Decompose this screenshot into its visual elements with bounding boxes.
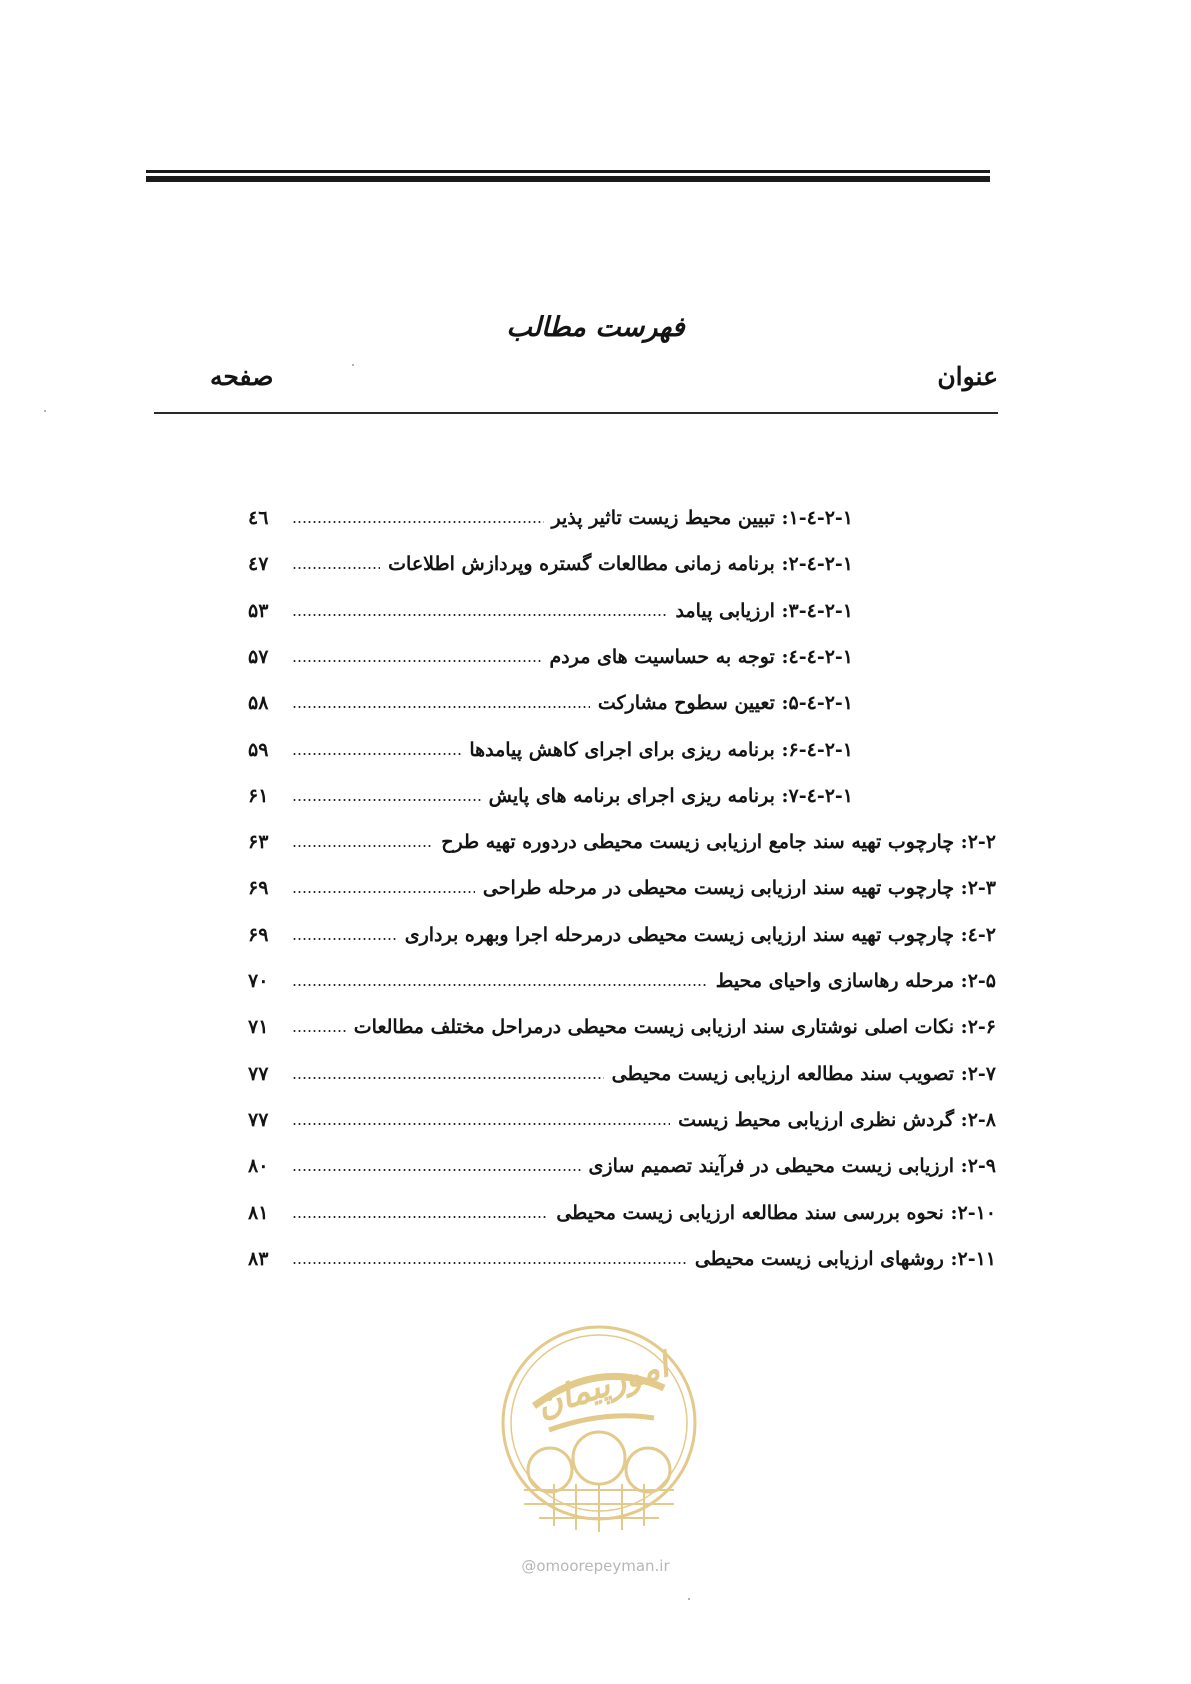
scan-speck: [688, 1598, 690, 1600]
toc-entry-title: ۲-۱-٤-٤: توجه به حساسیت های مردم: [549, 645, 853, 668]
toc-entry-title: ۲-۳: چارچوب تهیه سند ارزیابی زیست محیطی در مرحله طراحی: [482, 877, 996, 900]
toc-entry: [248, 500, 853, 536]
toc-dot-leader: [292, 1077, 604, 1079]
toc-dot-leader: [292, 753, 461, 755]
toc-entry-title: ۲-۷: تصویب سند مطالعه ارزیابی زیست محیطی: [611, 1062, 996, 1085]
column-heading-page: صفحه: [210, 362, 274, 391]
toc-entry-title: ۲-۱۰: نحوه بررسی سند مطالعه ارزیابی زیست محیطی: [556, 1201, 996, 1224]
toc-entry-page: ۷۷: [248, 1062, 269, 1085]
toc-entry-page: ۵۷: [248, 645, 269, 668]
toc-entry-page: ۷۷: [248, 1108, 269, 1131]
toc-entry: [248, 546, 853, 582]
toc-entry-title: ۲-۵: مرحله رهاسازی واحیای محیط: [715, 970, 996, 992]
header-rule-thick: [146, 176, 990, 182]
toc-entry-page: ۸۰: [248, 1155, 269, 1178]
toc-entry-page: ٤٧: [248, 553, 269, 576]
toc-entry-title: ۲-۱-٤-۵: تعیین سطوح مشارکت: [597, 692, 853, 715]
toc-entry: [248, 1009, 996, 1045]
watermark-logo-text: امورپیمان: [531, 1345, 674, 1426]
toc-entry: [248, 639, 853, 675]
toc-entry: [248, 1241, 996, 1277]
watermark-logo-icon: [494, 1318, 704, 1538]
toc-entry-page: ۶۳: [248, 831, 269, 854]
toc-entry: [248, 1195, 996, 1231]
toc-dot-leader: [292, 660, 542, 662]
toc-entry-page: ۵۸: [248, 692, 269, 715]
toc-entry-title: ۲-٤: چارچوب تهیه سند ارزیابی زیست محیطی درمرحله اجرا وبهره برداری: [404, 923, 996, 946]
toc-entry: [248, 1148, 996, 1184]
page-title: فهرست مطالب: [506, 312, 685, 343]
toc-entry-title: ۲-۱-٤-۲: برنامه زمانی مطالعات گستره وپردازش اطلاعات: [388, 553, 853, 576]
toc-entry-title: ۲-۹: ارزیابی زیست محیطی در فرآیند تصمیم سازی: [588, 1155, 996, 1178]
scan-speck: [44, 410, 46, 412]
toc-entry-title: ۲-۱۱: روشهای ارزیابی زیست محیطی: [694, 1247, 996, 1270]
toc-entry-page: ۵۳: [248, 599, 269, 622]
toc-dot-leader: [292, 1123, 670, 1125]
toc-entry-page: ۸۱: [248, 1201, 269, 1224]
toc-entry-page: ۶۹: [248, 877, 269, 900]
toc-dot-leader: [292, 1216, 548, 1218]
column-heading-title: عنوان: [937, 362, 998, 391]
toc-entry-title: ۲-۱-٤-۳: ارزیابی پیامد: [675, 599, 853, 622]
toc-entry-page: ۷۰: [248, 970, 269, 992]
watermark-site: @omoorepeyman.ir: [521, 1557, 670, 1575]
toc-entry: [248, 963, 996, 999]
scan-speck: [352, 364, 354, 366]
toc-dot-leader: [292, 1169, 581, 1171]
toc-dot-leader: [292, 891, 475, 893]
toc-entry: [248, 870, 996, 906]
toc-entry-title: ۲-۶: نکات اصلی نوشتاری سند ارزیابی زیست محیطی درمراحل مختلف مطالعات: [353, 1016, 996, 1039]
toc-dot-leader: [292, 984, 708, 986]
header-rule-thin: [146, 170, 990, 173]
toc-dot-leader: [292, 1030, 346, 1032]
toc-entry: [248, 732, 853, 768]
toc-entry-page: ۷۱: [248, 1016, 269, 1039]
toc-entry-page: ۸۳: [248, 1247, 269, 1270]
toc-entry-title: ۲-۸: گردش نظری ارزیابی محیط زیست: [678, 1108, 996, 1131]
toc-entry: [248, 824, 996, 860]
toc-dot-leader: [292, 1262, 687, 1264]
toc-dot-leader: [292, 614, 667, 616]
heading-underline: [154, 412, 998, 414]
toc-dot-leader: [292, 799, 481, 801]
toc-dot-leader: [292, 706, 590, 708]
toc-entry: [248, 1102, 996, 1138]
toc-entry: [248, 917, 996, 953]
toc-entry: [248, 1056, 996, 1092]
toc-dot-leader: [292, 938, 397, 940]
toc-entry-page: ۶۹: [248, 923, 269, 946]
toc-entry: [248, 685, 853, 721]
toc-entry-page: ۵۹: [248, 738, 269, 761]
toc-entry-title: ۲-۱-٤-۷: برنامه ریزی اجرای برنامه های پایش: [488, 784, 853, 807]
toc-dot-leader: [292, 521, 544, 523]
toc-dot-leader: [292, 845, 433, 847]
toc-entry-title: ۲-۱-٤-۶: برنامه ریزی برای اجرای کاهش پیامدها: [469, 738, 853, 761]
toc-entry-page: ٤٦: [248, 507, 269, 529]
toc-entry: [248, 593, 853, 629]
toc-entry-title: ۲-۱-٤-۱: تبیین محیط زیست تاثیر پذیر: [551, 507, 853, 529]
toc-dot-leader: [292, 567, 380, 569]
toc-entry: [248, 778, 853, 814]
toc-entry-page: ۶۱: [248, 784, 269, 807]
toc-entry-title: ۲-۲: چارچوب تهیه سند جامع ارزیابی زیست محیطی دردوره تهیه طرح: [441, 831, 996, 854]
